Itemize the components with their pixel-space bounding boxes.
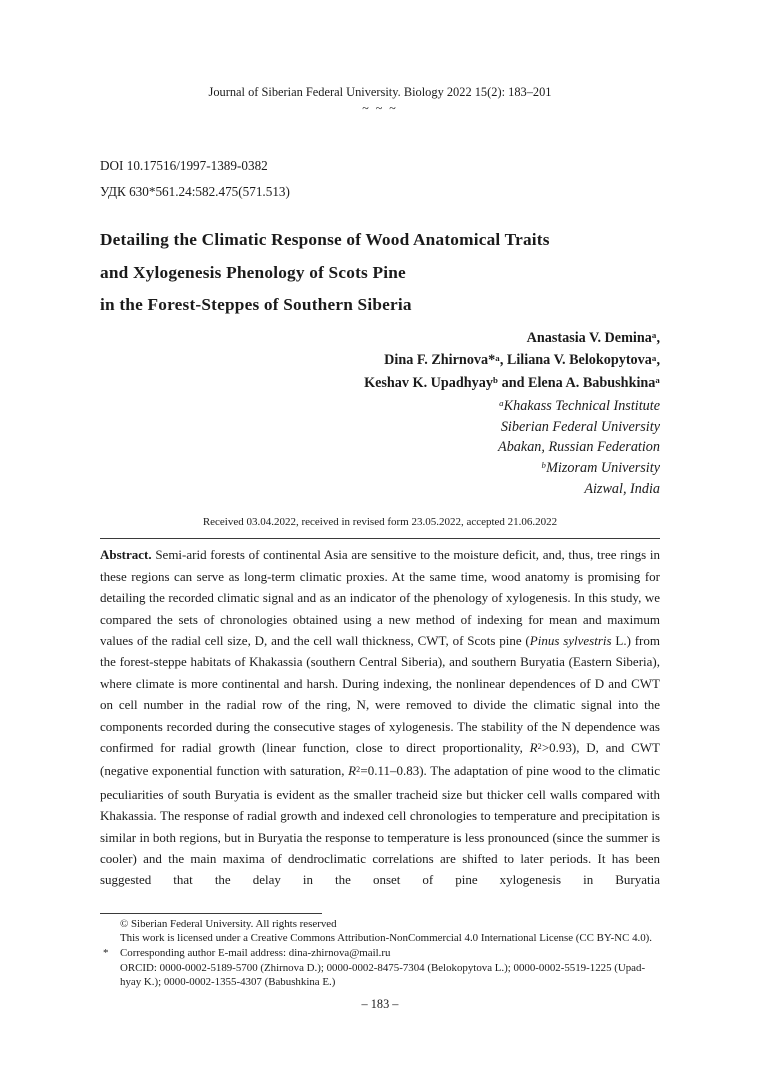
text-segment: and Xylogenesis Phenology of Scots Pine xyxy=(100,262,406,282)
footnote-line xyxy=(120,961,660,976)
affiliation-line xyxy=(100,396,660,417)
text-segment: Semi-arid forests of continental Asia are sensitive to the moisture deficit, and, thus, tree rings in these regions can serve as long-term climatic proxies. At the same time, wood anatomy is promising for detailing the recorded climatic signal and as an indicator of the phenology of xylogenesis. In this study, we compared the sets of chronologies obtained using a new method of indexing for mean and maximum values of the radial cell size, D, and the cell wall thickness, CWT, of Scots pine ( xyxy=(100,547,660,648)
text-segment: Abstract. xyxy=(100,547,152,563)
received-dates-line: Received 03.04.2022, received in revised form 23.05.2022, accepted 21.06.2022 xyxy=(202,516,558,529)
text-segment: b xyxy=(541,460,547,471)
text-segment: a xyxy=(651,329,657,340)
author-line xyxy=(100,373,660,396)
affiliation-line xyxy=(100,458,660,479)
text-segment: Aizwal, India xyxy=(584,481,660,498)
text-segment: Dina F. Zhirnova* xyxy=(384,352,496,369)
text-segment: Detailing the Climatic Response of Wood Anatomical Traits xyxy=(100,230,550,249)
page-number: – 183 – xyxy=(361,996,399,1011)
document-page xyxy=(100,0,660,1012)
journal-header: Journal of Siberian Federal University. Biology 2022 15(2): 183–201 xyxy=(208,85,552,99)
footnote-lines xyxy=(100,917,660,990)
text-segment: =0.11–0.83). The adaptation of pine wood to the climatic peculiarities of south Buryatia is evident as the smaller tracheid size but thicker cell walls compared with Khakassia. The response of radial growth and indexed cell chronologies to temperature and precipitation is similar in both regions, but in Buryatia the response to temperature is less pronounced (since the summer is cooler) and the main maxima of dendroclimatic correlations are shifted to later periods. It has been suggested that the delay in the onset of pine xylogenesis in Buryatia xyxy=(100,763,660,888)
text-segment: Mizoram University xyxy=(546,459,660,476)
author-line xyxy=(100,350,660,373)
title-line xyxy=(100,289,660,322)
footnote-line xyxy=(120,931,660,946)
affiliations-block xyxy=(100,396,660,499)
doi-line: DOI 10.17516/1997-1389-0382 xyxy=(100,158,268,173)
text-segment: Keshav K. Upadhyay xyxy=(364,375,493,392)
author-line xyxy=(100,328,660,351)
text-segment: ORCID: 0000-0002-5189-5700 (Zhirnova D.); 0000-0002-8475-7304 (Belokopytova L.); 0000-0002-5519-1225 (Upad- xyxy=(120,961,646,974)
text-segment: Anastasia V. Demina xyxy=(526,329,652,346)
affiliation-line xyxy=(100,437,660,457)
affiliation-line xyxy=(100,417,660,437)
footnote-divider-rule xyxy=(100,913,322,914)
text-segment: , Liliana V. Belokopytova xyxy=(499,352,652,369)
authors-block xyxy=(100,328,660,396)
abstract-divider-rule xyxy=(100,538,660,539)
text-segment: Abakan, Russian Federation xyxy=(498,439,660,456)
text-segment: a xyxy=(499,398,504,409)
text-segment: , xyxy=(656,329,660,346)
footnote-line xyxy=(120,917,660,932)
abstract-paragraph xyxy=(100,544,660,891)
article-title xyxy=(100,224,660,322)
text-segment: and Elena A. Babushkina xyxy=(498,375,656,392)
text-segment: This work is licensed under a Creative Commons Attribution-NonCommercial 4.0 International License (CC BY-NC 4.0). xyxy=(120,932,653,945)
text-segment: hyay K.); 0000-0002-1355-4307 (Babushkina E.) xyxy=(120,976,336,989)
footnote-marker: * xyxy=(103,947,109,960)
affiliation-line xyxy=(100,479,660,499)
text-segment: Corresponding author E-mail address: dina-zhirnova@mail.ru xyxy=(120,947,391,960)
header-separator: ~ ~ ~ xyxy=(362,101,398,115)
text-segment: Pinus sylvestris xyxy=(529,633,612,648)
footnote-line xyxy=(120,975,660,990)
text-segment: a xyxy=(655,375,660,386)
text-segment: R xyxy=(529,740,538,756)
title-line xyxy=(100,224,660,257)
udk-line: УДК 630*561.24:582.475(571.513) xyxy=(100,184,290,199)
footnote-line xyxy=(103,946,660,961)
title-line xyxy=(100,257,660,290)
text-segment: a xyxy=(651,352,657,363)
text-segment: © Siberian Federal University. All rights reserved xyxy=(120,917,337,930)
text-segment: , xyxy=(656,352,660,369)
text-segment: >0.93), D, and CWT (negative exponential function with saturation, xyxy=(100,740,660,779)
text-segment: in the Forest-Steppes of Southern Siberia xyxy=(100,295,412,314)
text-segment: L.) from the forest-steppe habitats of Khakassia (southern Central Siberia), and southern Buryatia (Eastern Siberia), where climate is more continental and harsh. During indexing, the nonlinear dependences of D and CWT on cell number in the radial row of the ring, N, were removed to divide the climatic signal into the components recorded during the consecutive stages of xylogenesis. The stability of the N dependence was confirmed for radial growth (linear function, close to direct proportionality, xyxy=(100,633,661,756)
text-segment: Khakass Technical Institute xyxy=(503,397,660,414)
text-segment: a xyxy=(495,352,500,363)
text-segment: b xyxy=(492,375,499,386)
text-segment: 2 xyxy=(537,741,542,751)
text-segment: R xyxy=(348,763,357,779)
text-segment: 2 xyxy=(356,765,361,775)
footnote-block xyxy=(100,913,660,990)
text-segment: Siberian Federal University xyxy=(500,419,660,436)
